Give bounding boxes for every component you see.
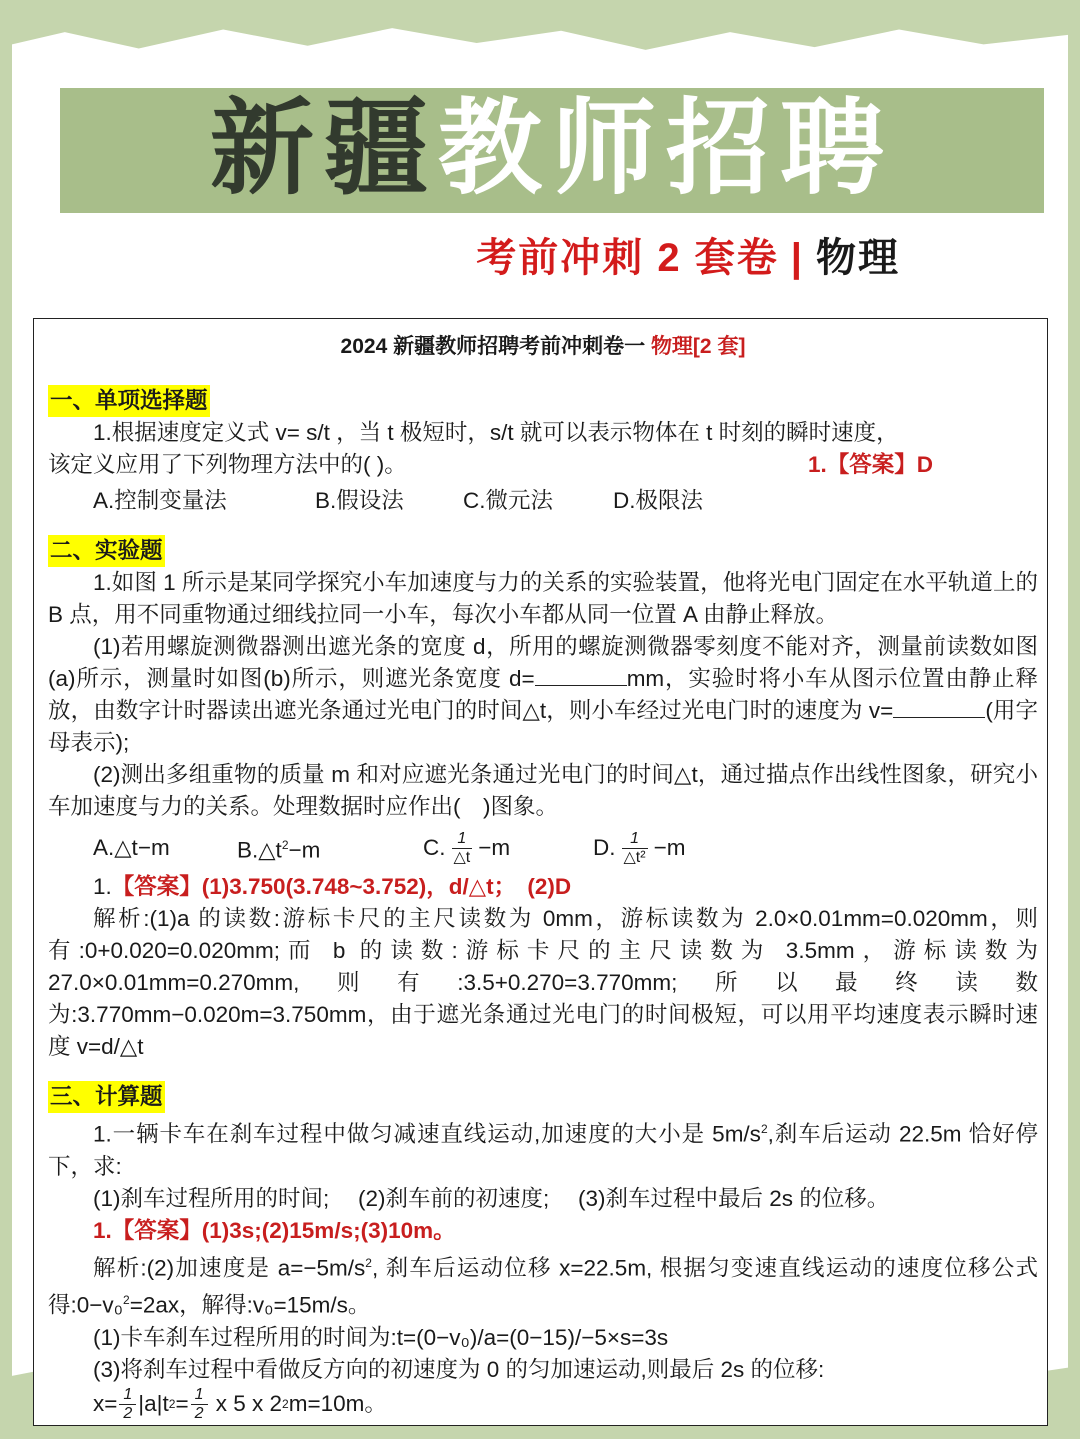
s2-part1-b: mm，实验时将小车从图示位置由静止释放，由数字计时器读出遮光条通过光电门的时间△t，则小车经过光电门时的速度为 v=	[48, 666, 1038, 723]
s3-formula	[48, 1386, 1038, 1423]
s2-q1-part1	[48, 631, 1038, 759]
formula-frac-1-den: 2	[123, 1404, 133, 1422]
blank-velocity	[893, 697, 985, 718]
s2-option-d-pre: D.	[593, 835, 616, 860]
frac-d-den: △t²	[623, 848, 646, 866]
s3-analysis-a: 解析:(2)加速度是 a=−5m/s	[93, 1255, 366, 1280]
formula-frac-2-num: 1	[191, 1386, 208, 1405]
s2-option-d-post: −m	[653, 835, 686, 860]
s2-option-d	[593, 830, 685, 867]
frac-c	[452, 830, 473, 867]
exam-card	[33, 318, 1048, 1426]
s3-q1-parts: (1)刹车过程所用的时间; (2)刹车前的初速度; (3)刹车过程中最后 2s 的位移。	[93, 1185, 890, 1211]
subtitle-red: 考前冲刺 2 套卷	[476, 236, 779, 280]
option-c: C.微元法	[463, 488, 554, 513]
s3-q1-a: 1.一辆卡车在刹车过程中做匀减速直线运动,加速度的大小是 5m/s	[93, 1121, 761, 1147]
s1-q1-line1: 1.根据速度定义式 v= s/t ，当 t 极短时，s/t 就可以表示物体在 t 时刻的瞬时速度，	[93, 420, 899, 445]
formula-frac-1	[119, 1386, 136, 1423]
s2-part1-a: (1)若用螺旋测微器测出遮光条的宽度 d，所用的螺旋测微器零刻度不能对齐，测量前读数如图(a)所示，测量时如图(b)所示，则遮光条宽度 d=	[48, 634, 1038, 691]
option-d: D.极限法	[613, 488, 704, 513]
formula-sup2: 2	[282, 1397, 289, 1411]
s2-answer-num: 1.	[93, 874, 112, 899]
s3-analysis-sup: 2	[365, 1255, 372, 1270]
s3-answer: 1.【答案】(1)3s;(2)15m/s;(3)10m。	[93, 1217, 456, 1243]
s2-option-b	[237, 829, 423, 867]
main-title	[60, 82, 1044, 217]
s3-q1-b: ,刹车后运动 22.5m 恰好停下，求:	[48, 1121, 1038, 1179]
s2-option-a: A.△t−m	[93, 835, 170, 860]
s2-option-c	[423, 830, 593, 867]
s2-answer-text: 【答案】(1)3.750(3.748~3.752)，d/△t； (2)D	[111, 874, 572, 899]
option-b: B.假设法	[315, 488, 404, 513]
section-heading-calculation: 三、计算题	[48, 1081, 165, 1113]
section-heading-experiment: 二、实验题	[48, 535, 165, 567]
formula-frac-2-den: 2	[194, 1404, 204, 1422]
frac-c-num: 1	[452, 830, 473, 849]
s2-option-b-sup: 2	[281, 838, 289, 853]
s2-answer	[48, 871, 1038, 903]
formula-mid: |a|t	[138, 1391, 169, 1416]
exam-content	[48, 319, 1038, 1423]
s2-analysis: 解析:(1)a 的读数:游标卡尺的主尺读数为 0mm，游标读数为 2.0×0.01mm=0.020mm，则有:0+0.020=0.020mm;而 b 的读数:游标卡尺的主尺读数为 3.5mm，游标读数为 27.0×0.01mm=0.270mm,则有:3.5+0.270=3.770mm;所以最终读数为:3.770mm−0.020m=3.750mm，由于遮光条通过光电门的时间极短，可以用平均速度表示瞬时速度 v=d/△t	[48, 906, 1038, 1059]
s3-line-3: (3)将刹车过程中看做反方向的初速度为 0 的匀加速运动,则最后 2s 的位移:	[93, 1356, 825, 1382]
title-light: 教师招聘	[438, 91, 895, 207]
s3-q1	[48, 1113, 1038, 1183]
s3-analysis-b: , 刹车后运动位移 x=22.5m, 根据匀变速直线运动的速度位移公式得:0−v₀	[48, 1255, 1038, 1318]
s2-option-b-pre: B.△t	[237, 837, 282, 863]
paper-title-text: 2024 新疆教师招聘考前冲刺卷一	[340, 335, 651, 358]
s2-q1-part2: (2)测出多组重物的质量 m 和对应遮光条通过光电门的时间△t，通过描点作出线性图象，研究小车加速度与力的关系。处理数据时应作出( )图象。	[48, 762, 1038, 819]
s3-line-1: (1)卡车刹车过程所用的时间为:t=(0−v₀)/a=(0−15)/−5×s=3s	[93, 1324, 669, 1350]
s3-analysis	[48, 1247, 1038, 1322]
s1-options	[48, 485, 1038, 517]
blank-width	[535, 665, 627, 686]
s1-q1-line2: 该定义应用了下列物理方法中的( )。	[48, 452, 407, 477]
formula-sup: 2	[168, 1397, 176, 1411]
paper-title	[48, 331, 1038, 363]
formula-frac-2	[191, 1386, 208, 1423]
s3-analysis-sup2: 2	[123, 1293, 130, 1307]
subtitle-separator: |	[790, 236, 804, 280]
s3-q1-sup: 2	[760, 1122, 768, 1136]
s2-option-b-post: −m	[288, 837, 321, 863]
subtitle	[0, 226, 900, 283]
s1-q1-answer: 1.【答案】D	[808, 452, 934, 477]
s3-analysis-c: =2ax，解得:v₀=15m/s。	[129, 1292, 371, 1318]
formula-x: x=	[93, 1391, 118, 1416]
section-heading-choice: 一、单项选择题	[48, 385, 210, 417]
option-a: A.控制变量法	[93, 488, 227, 513]
s2-part1-c: (用字母表示);	[48, 698, 1038, 755]
formula-eq: =	[175, 1391, 189, 1416]
s2-options	[48, 825, 1038, 871]
s2-option-c-post: −m	[478, 835, 511, 860]
subtitle-subject: 物理	[816, 236, 900, 280]
frac-c-den: △t	[453, 848, 471, 866]
formula-frac-1-num: 1	[119, 1386, 136, 1405]
s1-q1-line2-row	[48, 449, 1038, 481]
s2-option-c-pre: C.	[423, 835, 446, 860]
title-dark: 新疆	[209, 91, 438, 207]
s2-q1-intro: 1.如图 1 所示是某同学探究小车加速度与力的关系的实验装置，他将光电门固定在水平轨道上的 B 点，用不同重物通过细线拉同一小车，每次小车都从同一位置 A 由静止释放。	[48, 570, 1038, 627]
frac-d	[622, 830, 648, 867]
formula-tail: x 5 x 2	[215, 1391, 283, 1416]
paper-title-subject: 物理[2 套]	[650, 335, 746, 358]
frac-d-num: 1	[622, 830, 648, 849]
formula-end: m=10m。	[288, 1391, 387, 1416]
